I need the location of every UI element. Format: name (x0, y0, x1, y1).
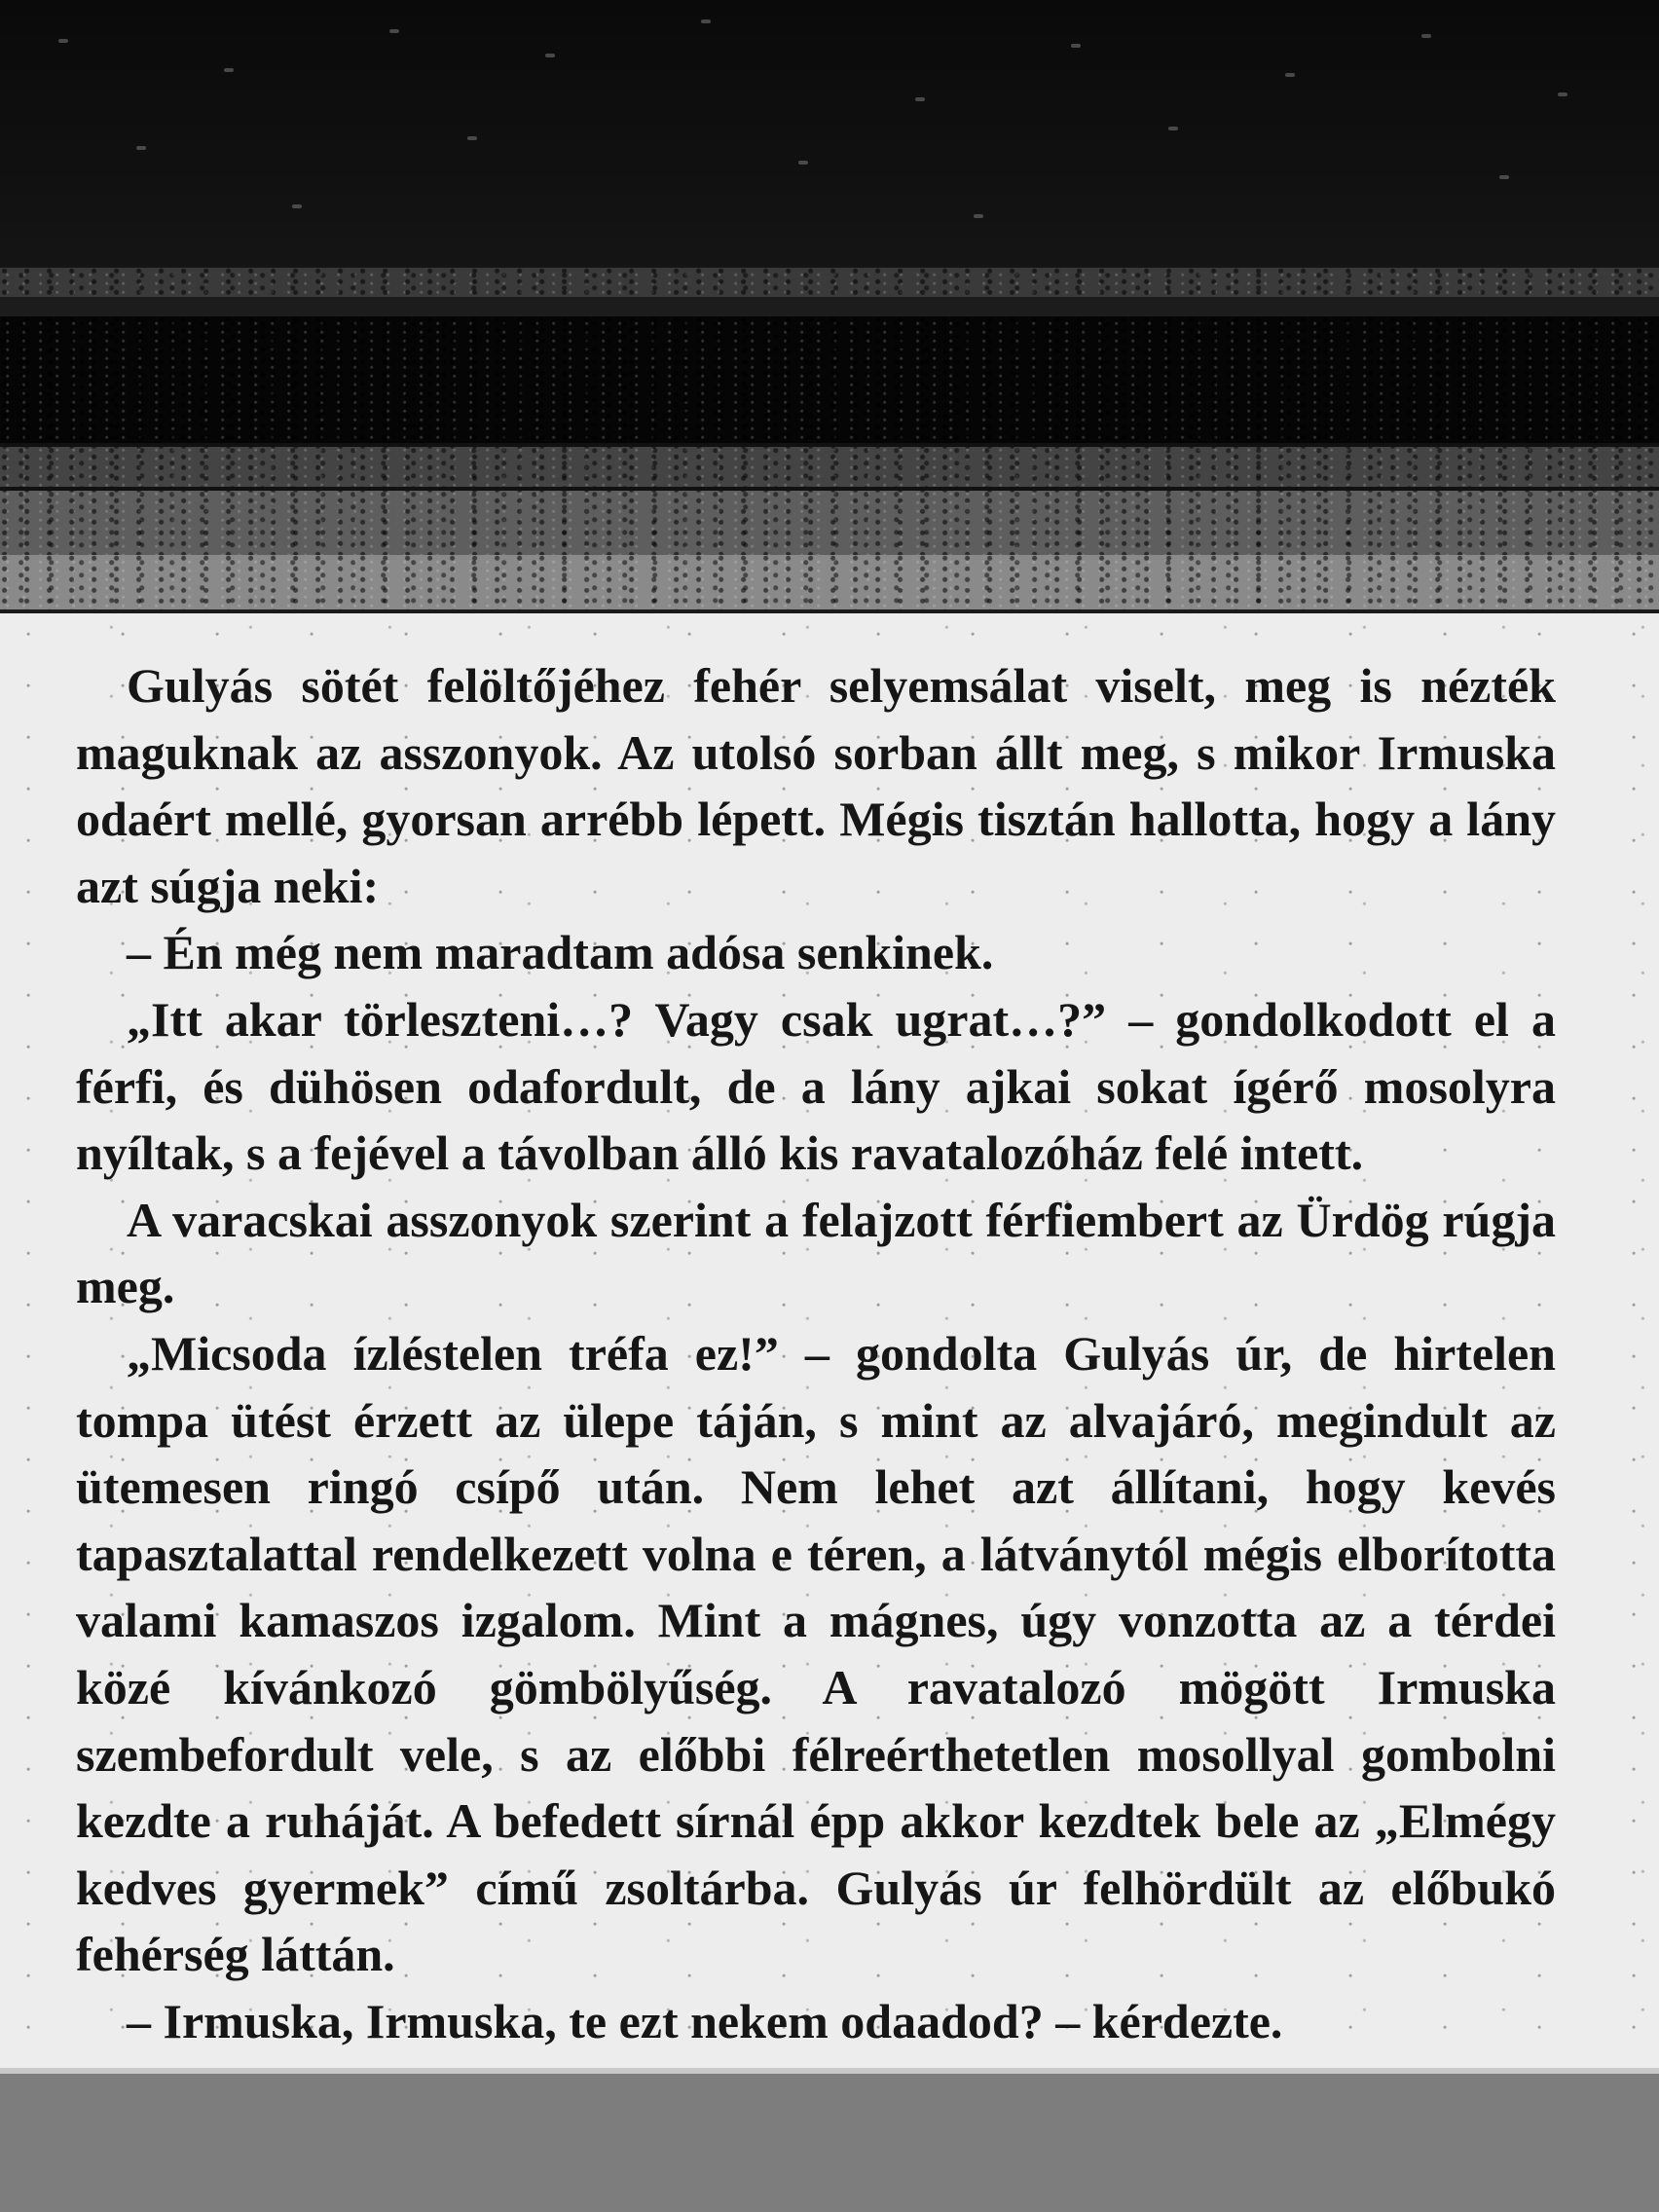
light-speck (292, 204, 302, 208)
light-speck (701, 19, 711, 23)
light-speck (1071, 44, 1081, 48)
paragraph: A varacskai asszonyok szerint a felajzott férfiembert az Ürdög rúgja meg. (76, 1192, 1556, 1314)
light-speck (136, 146, 146, 150)
light-speck (974, 214, 983, 218)
light-speck (58, 39, 68, 43)
paragraph: „Itt akar törleszteni…? Vagy csak ugrat…?” – gondolkodott el a férfi, és dühösen odafordult, de a lány ajkai sokat ígérő mosolyra nyíltak, s a fejével a távolban álló kis ravatalozóház felé intett. (76, 991, 1556, 1181)
ledge-shadow (0, 297, 1659, 316)
light-speck (545, 54, 555, 57)
light-speck (1285, 73, 1295, 77)
paragraph: – Én még nem maradtam adósa senkinek. (127, 925, 994, 980)
page-text (76, 652, 1556, 2054)
light-speck (798, 161, 808, 165)
paragraph: Gulyás sötét felöltőjéhez fehér selyemsálat viselt, meg is nézték maguknak az asszonyok. Az utolsó sorban állt meg, s mikor Irmuska odaért mellé, gyorsan arrébb lépett. Mégis tisztán hallotta, hogy a lány azt súgja neki: (76, 658, 1556, 913)
ledge-band (0, 316, 1659, 443)
light-speck (915, 97, 925, 101)
light-speck (1421, 34, 1431, 38)
dark-background (0, 0, 1659, 273)
light-speck (1499, 175, 1509, 179)
ledge-band (0, 268, 1659, 297)
ledge-band (0, 487, 1659, 555)
ledge-line (0, 487, 1659, 491)
light-speck (224, 68, 234, 72)
light-speck (467, 136, 477, 140)
ledge-band (0, 443, 1659, 487)
ledge-band (0, 555, 1659, 613)
light-speck (389, 29, 399, 33)
book-page (0, 613, 1659, 2074)
bottom-surface (0, 2074, 1659, 2212)
ledge-line (0, 443, 1659, 447)
paragraph: – Irmuska, Irmuska, te ezt nekem odaadod? – kérdezte. (127, 1993, 1283, 2048)
light-speck (1168, 127, 1178, 130)
light-speck (1558, 92, 1567, 96)
paragraph: „Micsoda ízléstelen tréfa ez!” – gondolta Gulyás úr, de hirtelen tompa ütést érzett az ülepe táján, s mint az alvajáró, megindult az ütemesen ringó csípő után. Nem lehet azt állítani, hogy kevés tapasztalattal rendelkezett volna e téren, a látványtól mégis elborította valami kamaszos izgalom. Mint a mágnes, úgy vonzotta az a térdei közé kívánkozó gömbölyűség. A ravatalozó mögött Irmuska szembefordult vele, s az előbbi félreérthetetlen mosollyal gombolni kezdte a ruháját. A befedett sírnál épp akkor kezdtek bele az „Elmégy kedves gyermek” című zsoltárba. Gulyás úr felhördült az előbukó fehérség láttán. (76, 1325, 1556, 1982)
